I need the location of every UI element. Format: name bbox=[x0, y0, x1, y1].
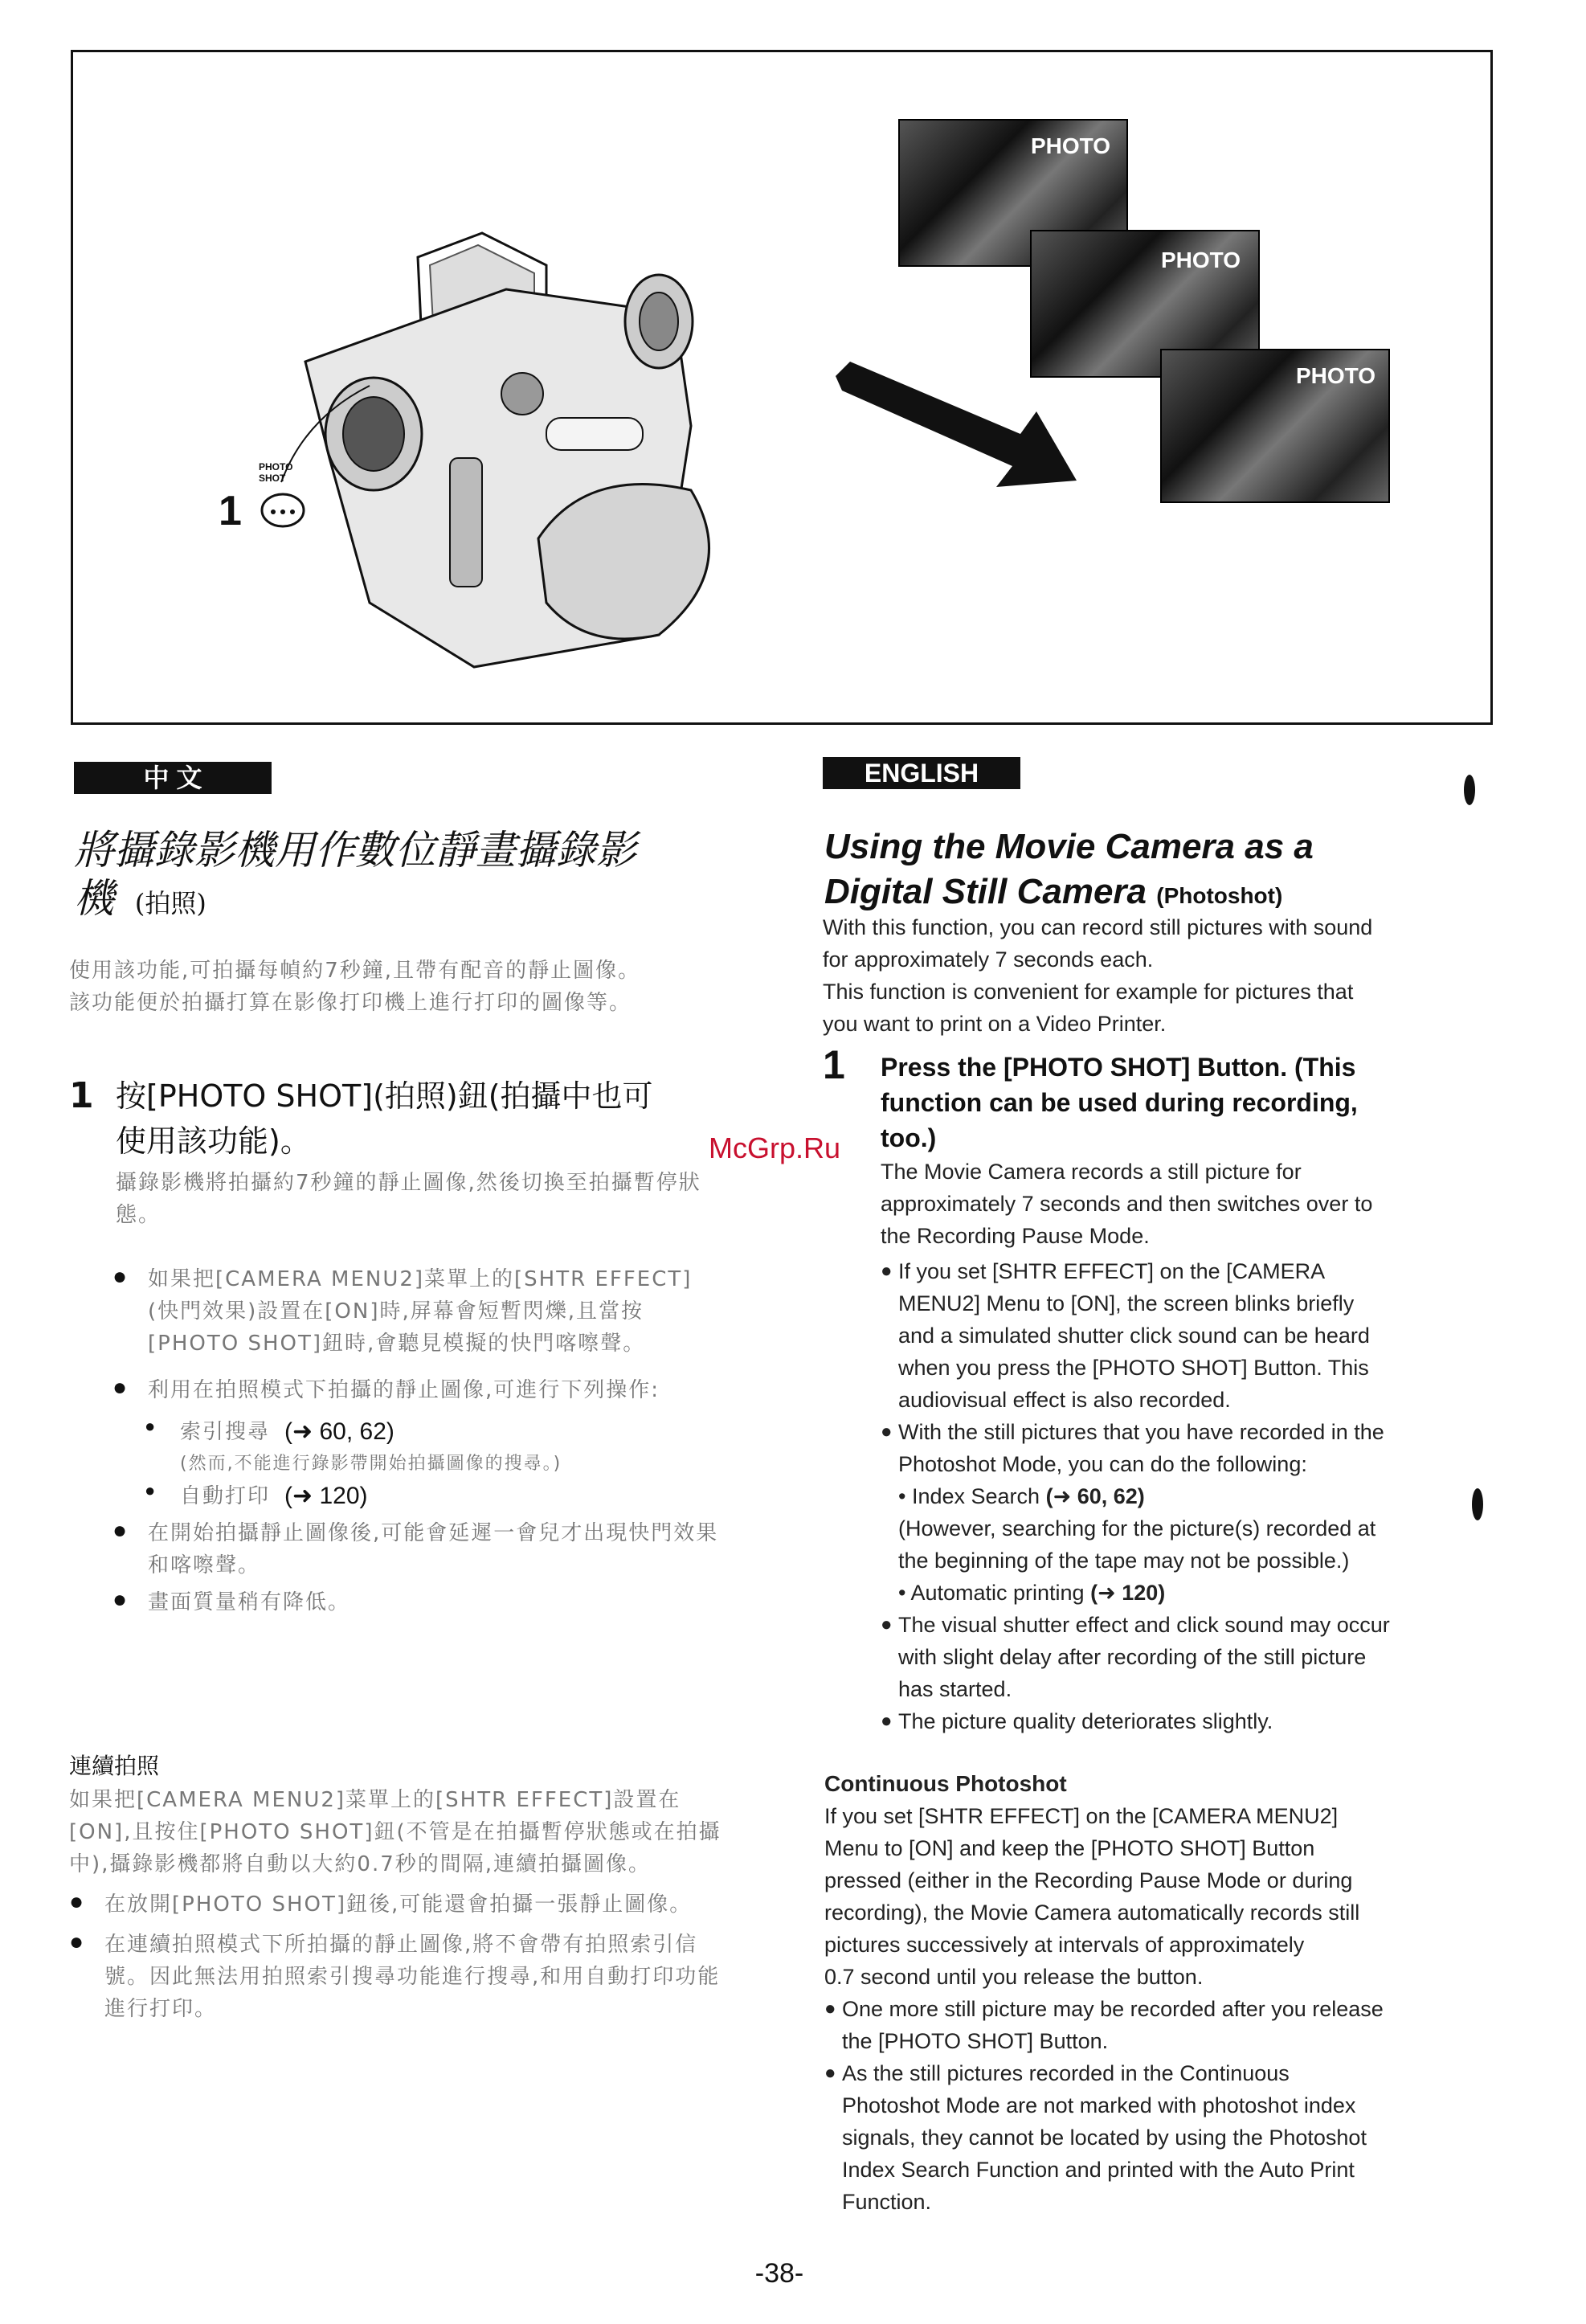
bullet-dot: ● bbox=[881, 1710, 893, 1732]
chinese-step-line1: 按[PHOTO SHOT](拍照)鈕(拍攝中也可 bbox=[116, 1078, 653, 1114]
photo-shot-button-icon bbox=[259, 492, 307, 529]
chinese-title-suffix: (拍照) bbox=[134, 888, 206, 919]
english-bullet bbox=[881, 1255, 1523, 1416]
chinese-bullet bbox=[112, 1517, 723, 1581]
english-bullet-line: Photoshot Mode, you can do the following: bbox=[898, 1452, 1307, 1476]
english-bullet-line: The visual shutter effect and click sound may occur bbox=[898, 1613, 1390, 1637]
english-bullet-line: If you set [SHTR EFFECT] on the [CAMERA bbox=[898, 1259, 1326, 1283]
bullet-dot: ● bbox=[824, 1998, 836, 2019]
bullet-dot: ● bbox=[112, 1517, 128, 1544]
photo-label-3: PHOTO bbox=[1295, 363, 1375, 388]
chinese-index-search-ref: (➜ 60, 62) bbox=[284, 1418, 394, 1445]
chinese-bullet bbox=[112, 1374, 723, 1406]
bullet-dot: ● bbox=[881, 1260, 893, 1282]
english-continuous-bullet-line: Function. bbox=[842, 2190, 932, 2214]
photo-thumbnail-3 bbox=[1160, 349, 1390, 503]
page-number: -38- bbox=[754, 2258, 804, 2289]
bullet-dot: ● bbox=[145, 1416, 156, 1436]
english-continuous-bullet bbox=[824, 1993, 1531, 2057]
english-bullet-line: MENU2] Menu to [ON], the screen blinks briefly bbox=[898, 1291, 1355, 1315]
chinese-auto-print-label: 自動打印 bbox=[180, 1484, 271, 1508]
english-bullet-line: when you press the [PHOTO SHOT] Button. This bbox=[898, 1356, 1369, 1380]
callout-number: 1 bbox=[219, 488, 242, 534]
bullet-dot: ● bbox=[112, 1374, 128, 1401]
english-bullet bbox=[881, 1609, 1523, 1705]
english-continuous-line: If you set [SHTR EFFECT] on the [CAMERA MENU2] bbox=[824, 1804, 1339, 1828]
chinese-title-line2: 機 bbox=[74, 875, 114, 922]
english-continuous-bullet-line: signals, they cannot be located by using the Photoshot bbox=[842, 2126, 1367, 2150]
english-intro-line: you want to print on a Video Printer. bbox=[823, 1012, 1167, 1036]
english-continuous-line: 0.7 second until you release the button. bbox=[824, 1965, 1204, 1989]
chinese-step-desc: 攝錄影機將拍攝約7秒鐘的靜止圖像,然後切換至拍攝暫停狀態。 bbox=[116, 1171, 701, 1227]
english-intro bbox=[823, 911, 1530, 1040]
english-bullet-line: and a simulated shutter click sound can be heard bbox=[898, 1324, 1370, 1348]
english-continuous-line: recording), the Movie Camera automatically records still bbox=[824, 1901, 1360, 1925]
english-intro-line: for approximately 7 seconds each. bbox=[823, 947, 1154, 972]
english-continuous-bullet-line: Photoshot Mode are not marked with photoshot index bbox=[842, 2093, 1356, 2117]
chinese-bullet-text: 畫面質量稍有降低。 bbox=[148, 1590, 351, 1614]
english-step-desc-line: The Movie Camera records a still picture for bbox=[881, 1160, 1302, 1184]
english-continuous-bullet-line: the [PHOTO SHOT] Button. bbox=[842, 2029, 1109, 2053]
button-caption bbox=[259, 461, 292, 484]
chinese-title-line1: 將攝錄影機用作數位靜畫攝錄影 bbox=[74, 827, 636, 874]
english-continuous-bullet-line: One more still picture may be recorded after you release bbox=[842, 1997, 1384, 2021]
chinese-index-search-note: (然而,不能進行錄影帶開始拍攝圖像的搜尋。) bbox=[180, 1454, 562, 1474]
english-continuous-line: Menu to [ON] and keep the [PHOTO SHOT] Button bbox=[824, 1836, 1315, 1860]
english-continuous-bullet-line: Index Search Function and printed with the Auto Print bbox=[842, 2158, 1355, 2182]
chinese-bullets bbox=[112, 1263, 723, 1618]
bullet-dot: ● bbox=[145, 1480, 156, 1500]
english-bullet bbox=[881, 1705, 1523, 1737]
bullet-dot: ● bbox=[881, 1614, 893, 1635]
chinese-continuous-bullet bbox=[69, 1888, 728, 1921]
english-index-search-label: • Index Search bbox=[898, 1484, 1040, 1508]
english-bullets bbox=[881, 1255, 1523, 1737]
bullet-dot: ● bbox=[112, 1586, 128, 1613]
english-bullet-line: The picture quality deteriorates slightly. bbox=[898, 1709, 1273, 1733]
chinese-bullet-text: 在開始拍攝靜止圖像後,可能會延遲一會兒才出現快門效果和喀嚓聲。 bbox=[148, 1521, 719, 1577]
english-title-line1: Using the Movie Camera as a bbox=[824, 827, 1314, 866]
english-index-search-note: the beginning of the tape may not be possible.) bbox=[898, 1549, 1350, 1573]
english-continuous bbox=[824, 1768, 1531, 2218]
english-intro-line: With this function, you can record still pictures with sound bbox=[823, 915, 1373, 939]
margin-mark bbox=[1472, 1488, 1483, 1520]
chinese-bullet bbox=[112, 1586, 723, 1618]
english-index-search-ref: (➜ 60, 62) bbox=[1045, 1484, 1145, 1508]
english-bullet-line: audiovisual effect is also recorded. bbox=[898, 1388, 1231, 1412]
button-caption-line1: PHOTO bbox=[259, 461, 293, 473]
english-step-1 bbox=[823, 1042, 1530, 1252]
chinese-intro-line2: 該功能便於拍攝打算在影像打印機上進行打印的圖像等。 bbox=[69, 991, 632, 1015]
chinese-continuous-bullet-text: 在連續拍照模式下所拍攝的靜止圖像,將不會帶有拍照索引信號。因此無法用拍照索引搜尋功能進行搜尋,和用自動打印功能進行打印。 bbox=[104, 1933, 721, 2021]
chinese-step-number: 1 bbox=[69, 1075, 94, 1116]
chinese-sub-bullet bbox=[145, 1480, 723, 1512]
english-bullet-line: with slight delay after recording of the still picture bbox=[898, 1645, 1367, 1669]
english-continuous-bullet bbox=[824, 2057, 1531, 2218]
english-step-desc-line: the Recording Pause Mode. bbox=[881, 1224, 1150, 1248]
bullet-dot: ● bbox=[69, 1888, 84, 1915]
english-continuous-bullet-line: As the still pictures recorded in the Continuous bbox=[842, 2061, 1290, 2085]
english-index-search-note: (However, searching for the picture(s) recorded at bbox=[898, 1516, 1376, 1540]
button-caption-line2: SHOT bbox=[259, 473, 286, 484]
chinese-auto-print-ref: (➜ 120) bbox=[284, 1483, 368, 1509]
english-step-line: Press the [PHOTO SHOT] Button. (This bbox=[881, 1053, 1356, 1082]
chinese-intro bbox=[69, 955, 725, 1019]
chinese-step-line2: 使用該功能)。 bbox=[116, 1123, 311, 1159]
watermark-text: McGrp.Ru bbox=[709, 1131, 841, 1164]
english-auto-print-ref: (➜ 120) bbox=[1090, 1581, 1166, 1605]
chinese-intro-line1: 使用該功能,可拍攝每幀約7秒鐘,且帶有配音的靜止圖像。 bbox=[69, 959, 641, 983]
english-step-desc-line: approximately 7 seconds and then switches over to bbox=[881, 1192, 1373, 1216]
chinese-step-1 bbox=[69, 1074, 736, 1231]
english-step-number: 1 bbox=[823, 1042, 845, 1087]
english-bullet-line: With the still pictures that you have recorded in the bbox=[898, 1420, 1384, 1444]
english-continuous-line: pressed (either in the Recording Pause Mode or during bbox=[824, 1868, 1353, 1892]
english-continuous-title: Continuous Photoshot bbox=[824, 1771, 1067, 1796]
english-step-line: function can be used during recording, bbox=[881, 1088, 1358, 1117]
chinese-section-tag: 中 文 bbox=[74, 762, 272, 794]
chinese-index-search-label: 索引搜尋 bbox=[180, 1420, 271, 1444]
chinese-continuous-bullet-text: 在放開[PHOTO SHOT]鈕後,可能還會拍攝一張靜止圖像。 bbox=[104, 1892, 693, 1917]
chinese-continuous-bullet bbox=[69, 1929, 728, 2025]
english-bullet-line: has started. bbox=[898, 1677, 1012, 1701]
photo-label-2: PHOTO bbox=[1160, 248, 1241, 272]
english-section-tag: ENGLISH bbox=[823, 757, 1020, 789]
bullet-dot: ● bbox=[824, 2062, 836, 2084]
photo-label-1: PHOTO bbox=[1030, 133, 1110, 158]
chinese-continuous bbox=[69, 1749, 728, 2025]
bullet-dot: ● bbox=[881, 1421, 893, 1442]
camcorder-illustration bbox=[209, 217, 755, 683]
english-continuous-line: pictures successively at intervals of approximately bbox=[824, 1933, 1305, 1957]
english-step-desc bbox=[881, 1156, 1530, 1252]
chinese-bullet-text: 利用在拍照模式下拍攝的靜止圖像,可進行下列操作: bbox=[148, 1378, 660, 1402]
chinese-continuous-text: 如果把[CAMERA MENU2]菜單上的[SHTR EFFECT]設置在[ON],且按住[PHOTO SHOT]鈕(不管是在拍攝暫停狀態或在拍攝中),攝錄影機都將自動以大約0.7秒的間隔,連續拍攝圖像。 bbox=[69, 1788, 721, 1876]
english-title-suffix: (Photoshot) bbox=[1156, 883, 1283, 908]
chinese-bullet-text: 如果把[CAMERA MENU2]菜單上的[SHTR EFFECT](快門效果)設置在[ON]時,屏幕會短暫閃爍,且當按[PHOTO SHOT]鈕時,會聽見模擬的快門喀嚓聲。 bbox=[148, 1267, 693, 1356]
margin-mark bbox=[1464, 775, 1475, 805]
chinese-title bbox=[74, 826, 733, 927]
bullet-dot: ● bbox=[69, 1929, 84, 1955]
english-title bbox=[824, 824, 1515, 919]
chinese-sub-bullets bbox=[145, 1416, 723, 1512]
english-auto-print-label: • Automatic printing bbox=[898, 1581, 1085, 1605]
english-intro-line: This function is convenient for example for pictures that bbox=[823, 980, 1354, 1004]
english-bullet bbox=[881, 1416, 1523, 1609]
chinese-continuous-title: 連續拍照 bbox=[69, 1753, 160, 1779]
chinese-bullet bbox=[112, 1263, 723, 1360]
bullet-dot: ● bbox=[112, 1263, 128, 1290]
english-step-line: too.) bbox=[881, 1123, 937, 1152]
chinese-sub-bullet bbox=[145, 1416, 723, 1448]
english-title-line2: Digital Still Camera bbox=[824, 872, 1147, 911]
